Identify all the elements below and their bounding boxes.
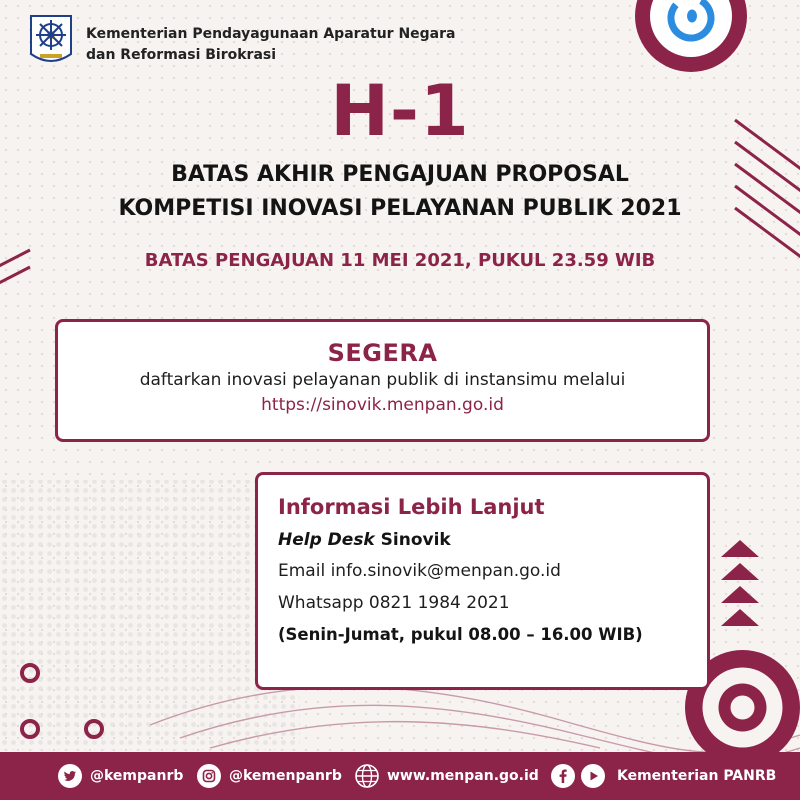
facebook-youtube-name: Kementerian PANRB	[617, 768, 777, 784]
title-line1: BATAS AKHIR PENGAJUAN PROPOSAL	[171, 162, 629, 187]
youtube-icon	[581, 764, 605, 788]
helpdesk-name: Sinovik	[374, 530, 451, 550]
footer-twitter[interactable]	[58, 752, 183, 800]
helpdesk-whatsapp[interactable]: Whatsapp 0821 1984 2021	[278, 593, 510, 613]
sinovik-link[interactable]: https://sinovik.menpan.go.id	[261, 395, 504, 415]
info-title: Informasi Lebih Lanjut	[278, 495, 545, 519]
globe-icon	[355, 764, 379, 788]
footer-bar	[0, 752, 800, 800]
helpdesk-label	[278, 525, 707, 555]
call-to-action-box	[55, 319, 710, 442]
decorative-ring-top	[635, 0, 747, 72]
announcement-title	[0, 158, 800, 226]
triangle-stack	[721, 540, 759, 626]
helpdesk-email[interactable]: Email info.sinovik@menpan.go.id	[278, 561, 561, 581]
instagram-handle: @kemenpanrb	[229, 768, 342, 784]
helpdesk-hours: (Senin-Jumat, pukul 08.00 – 16.00 WIB)	[278, 625, 643, 644]
headline-countdown: H-1	[330, 70, 470, 152]
ministry-logo	[28, 14, 74, 68]
twitter-handle: @kempanrb	[90, 768, 184, 784]
cta-heading: SEGERA	[327, 339, 438, 367]
title-line2: KOMPETISI INOVASI PELAYANAN PUBLIK 2021	[118, 196, 682, 221]
website-url: www.menpan.go.id	[387, 768, 539, 784]
info-box	[255, 472, 710, 690]
instagram-icon	[197, 764, 221, 788]
footer-facebook-youtube[interactable]	[551, 752, 776, 800]
footer-instagram[interactable]	[197, 752, 342, 800]
ministry-name	[86, 24, 455, 66]
ministry-name-line1: Kementerian Pendayagunaan Aparatur Negara	[86, 26, 456, 42]
helpdesk-italic: Help Desk	[278, 530, 375, 550]
deadline-text: BATAS PENGAJUAN 11 MEI 2021, PUKUL 23.59 WIB	[144, 250, 656, 271]
facebook-icon	[551, 764, 575, 788]
cta-text: daftarkan inovasi pelayanan publik di instansimu melalui	[139, 370, 626, 390]
ministry-name-line2: dan Reformasi Birokrasi	[86, 47, 277, 63]
footer-website[interactable]	[355, 752, 539, 800]
twitter-icon	[58, 764, 82, 788]
